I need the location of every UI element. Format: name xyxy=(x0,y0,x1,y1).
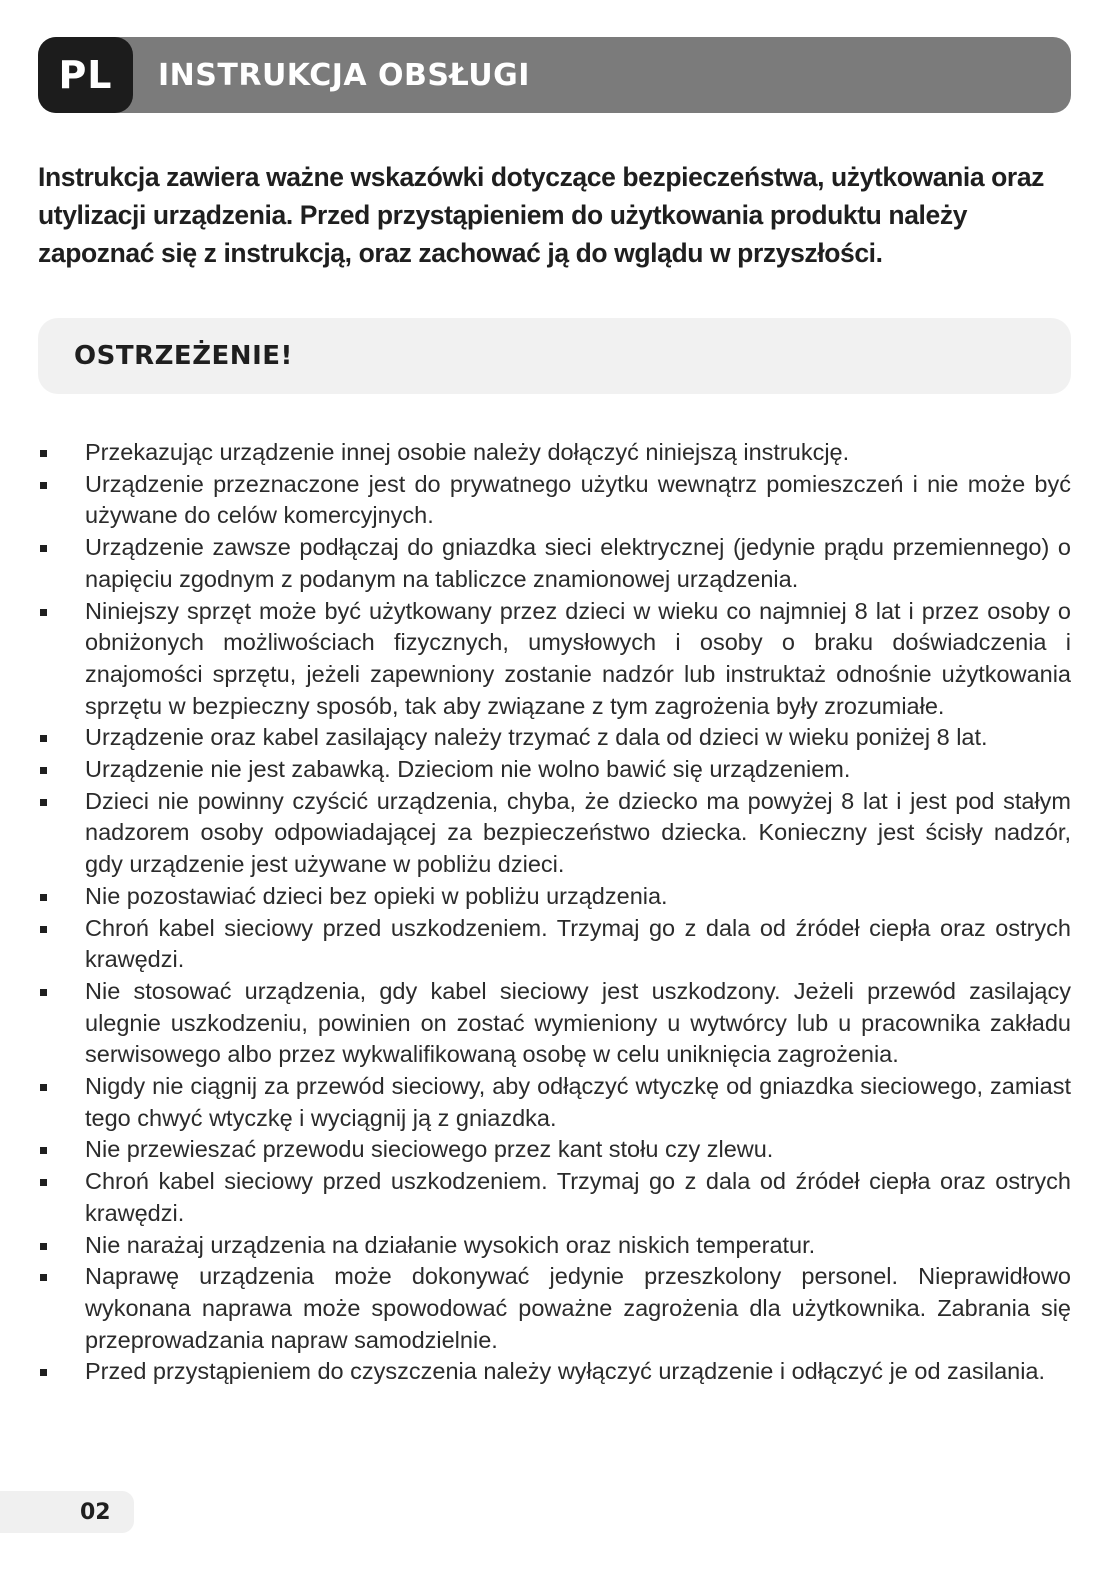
bullet-icon xyxy=(40,450,47,457)
list-item-text: Naprawę urządzenia może dokonywać jedynie przeszkolony personel. Nieprawidłowo wykonana naprawa może spowodować poważne zagrożenia dla użytkownika. Zabrania się przeprowadzania napraw samodzielnie. xyxy=(85,1263,1071,1353)
list-item xyxy=(38,881,1071,913)
bullet-icon xyxy=(40,735,47,742)
bullet-icon xyxy=(40,545,47,552)
list-item-text: Urządzenie nie jest zabawką. Dzieciom nie wolno bawić się urządzeniem. xyxy=(85,756,851,783)
list-item xyxy=(38,722,1071,754)
bullet-icon xyxy=(40,1147,47,1154)
intro-paragraph: Instrukcja zawiera ważne wskazówki dotyczące bezpieczeństwa, użytkowania oraz utylizacji urządzenia. Przed przystąpieniem do użytkowania produktu należy zapoznać się z instrukcją, oraz zachować ją do wglądu w przyszłości. xyxy=(38,162,1045,268)
bullet-icon xyxy=(40,1179,47,1186)
list-item-text: Nie narażaj urządzenia na działanie wysokich oraz niskich temperatur. xyxy=(85,1231,816,1258)
list-item-text: Przekazując urządzenie innej osobie należy dołączyć niniejszą instrukcję. xyxy=(85,439,850,465)
list-item xyxy=(38,596,1071,723)
bullet-icon xyxy=(40,1084,47,1091)
bullet-icon xyxy=(40,767,47,774)
list-item xyxy=(38,1230,1071,1262)
language-badge: PL xyxy=(38,37,133,113)
list-item-text: Chroń kabel sieciowy przed uszkodzeniem. Trzymaj go z dala od źródeł ciepła oraz ostrych krawędzi. xyxy=(85,914,1071,973)
list-item-text: Urządzenie oraz kabel zasilający należy trzymać z dala od dzieci w wieku poniżej 8 lat. xyxy=(85,724,988,751)
list-item xyxy=(38,1071,1071,1134)
list-item-text: Nie pozostawiać dzieci bez opieki w pobliżu urządzenia. xyxy=(85,882,668,909)
page-number-tab xyxy=(0,1491,134,1533)
list-item-text: Chroń kabel sieciowy przed uszkodzeniem. Trzymaj go z dala od źródeł ciepła oraz ostrych krawędzi. xyxy=(85,1168,1071,1226)
warning-list xyxy=(38,437,1071,1388)
list-item xyxy=(38,1166,1071,1229)
list-item xyxy=(38,437,1071,469)
list-item xyxy=(38,1261,1071,1356)
list-item xyxy=(38,1356,1071,1388)
bullet-icon xyxy=(40,609,47,616)
list-item-text: Urządzenie zawsze podłączaj do gniazdka sieci elektrycznej (jedynie prądu przemiennego) o napięciu zgodnym z podanym na tabliczce znamionowej urządzenia. xyxy=(85,534,1071,592)
bullet-icon xyxy=(40,1274,47,1281)
page-number: 02 xyxy=(80,1499,111,1525)
warning-title: OSTRZEŻENIE! xyxy=(74,341,293,371)
list-item-text: Niniejszy sprzęt może być użytkowany przez dzieci w wieku co najmniej 8 lat i przez osoby o obniżonych możliwościach fizycznych, umysłowych i osoby o braku doświadczenia i znajomości sprzętu, jeżeli zapewniony zostanie nadzór lub instruktaż odnośnie użytkowania sprzętu w bezpieczny sposób, tak aby związane z tym zagrożenia były zrozumiałe. xyxy=(85,597,1071,719)
page-title: INSTRUKCJA OBSŁUGI xyxy=(158,57,530,93)
bullet-icon xyxy=(40,894,47,901)
list-item-text: Nie przewieszać przewodu sieciowego przez kant stołu czy zlewu. xyxy=(85,1136,774,1163)
list-item-text: Przed przystąpieniem do czyszczenia należy wyłączyć urządzenie i odłączyć je od zasilania. xyxy=(85,1358,1046,1385)
bullet-icon xyxy=(40,1369,47,1376)
list-item xyxy=(38,1134,1071,1166)
list-item-text: Nigdy nie ciągnij za przewód sieciowy, aby odłączyć wtyczkę od gniazdka sieciowego, zamiast tego chwyć wtyczkę i wyciągnij ją z gniazdka. xyxy=(85,1073,1071,1131)
list-item-text: Nie stosować urządzenia, gdy kabel sieciowy jest uszkodzony. Jeżeli przewód zasilający ulegnie uszkodzeniu, powinien on zostać wymieniony u wytwórcy lub u pracownika zakładu serwisowego albo przez wykwalifikowaną osobę w celu uniknięcia zagrożenia. xyxy=(85,977,1071,1068)
list-item-text: Urządzenie przeznaczone jest do prywatnego użytku wewnątrz pomieszczeń i nie może być używane do celów komercyjnych. xyxy=(85,470,1071,529)
bullet-icon xyxy=(40,1243,47,1250)
bullet-icon xyxy=(40,989,47,996)
list-item xyxy=(38,976,1071,1071)
bullet-icon xyxy=(40,482,47,489)
bullet-icon xyxy=(40,926,47,933)
bullet-icon xyxy=(40,799,47,806)
list-item xyxy=(38,532,1071,595)
list-item xyxy=(38,754,1071,786)
list-item xyxy=(38,913,1071,976)
list-item-text: Dzieci nie powinny czyścić urządzenia, chyba, że dziecko ma powyżej 8 lat i jest pod stałym nadzorem osoby odpowiadającej za bezpieczeństwo dziecka. Konieczny jest ścisły nadzór, gdy urządzenie jest używane w pobliżu dzieci. xyxy=(85,787,1071,878)
list-item xyxy=(38,786,1071,881)
list-item xyxy=(38,469,1071,532)
